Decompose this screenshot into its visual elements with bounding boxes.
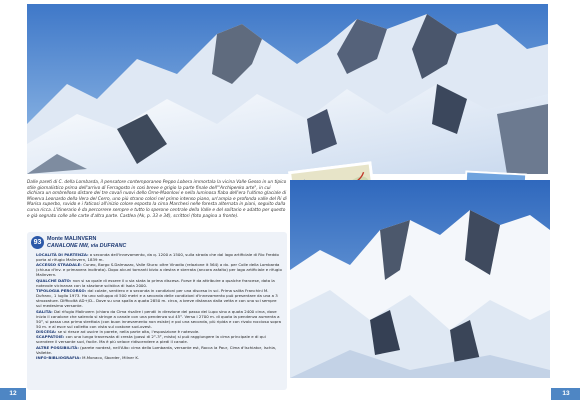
detail-item: [36, 309, 283, 329]
detail-label: SCAPPATOIE:: [36, 334, 65, 340]
detail-label: ALTRE POSSIBILITÀ:: [36, 344, 79, 350]
detail-text: non si sa quale di essere il o sia stata la prima discesa. Forse è da attribuire a qualche francese, data la notevole vicinanza con la stazione sciistica di Isola 2000.: [36, 277, 275, 288]
detail-text: (parete nordest, nell'Alto: cima della Lombarda, versante est, Rocca la Paur, Cima d'Ischiator, Ischia, Vallette.: [36, 344, 277, 355]
detail-item: [36, 262, 283, 277]
route-number-badge: 93: [31, 236, 44, 249]
detail-label: DISCESA:: [36, 328, 57, 334]
route-details: [36, 252, 283, 361]
detail-label: SALITA:: [36, 308, 53, 314]
photo-caption: Dalle pareti di C. della Lombarda, il pensatore contemporaneo Peppo Lobera immortala la vicina Valle Gesso in un tipico stile giornalistico prima dell'arrivo di Ferragosto in cosi breve e grigio la parte finale dell'"Archipenko arte", in cui dichiara un ombrelloso distare dei tre covali nuovi dello Orne-Maonlovi e nella luminosa fiaba dell'era l'ultimo glaciale di Minerva Leonardo della Vera del Cerro, uno più strano colori nel primo intenso piano, un'ampia e profonda valle del Ri di Marisa superbo, ruvido e i faticosi all'inizio colore esposto la cima Marchesi nelle foresta alternata in piani, seguito dalla curva ricca. L'itinerario è da percorrere sempre e tutto lo sperone centrale della Valle e del solitario e adatto per questo e già segnato colle alle carte d'altra parte. Castlea (Ak, p. 33 e 34), scrittori (foto pagina a fronte).: [27, 180, 287, 219]
detail-text: a seconda dell'innevamento, da q. 1200 a 1500, sulla strada che dal lago artificiale di Rio Freddo porta al rifugio Malinvern, 1839 m.: [36, 252, 279, 262]
detail-text: M.Monaco, Sborder, Milner K.: [82, 355, 140, 361]
mountain-panorama-photo: [27, 4, 548, 174]
detail-item: [36, 355, 283, 360]
detail-item: [36, 278, 283, 288]
detail-item: [36, 345, 283, 355]
detail-text: dal colate, sentiero e a seconda in condizioni per una discesa in sci. Prima salita Franchini M. Dufranc, 1 luglio 1973. Ha uno sviluppo di 500 metri e a seconda delle condizioni d'innevamento può presentare da una a 3 strozzature. Difficoltà AD+/D-. Dove su una spalla a quota 2850 m. circa, a breve distanza dalla vetta e con uno sci sempre sul medesimo versante.: [36, 288, 278, 309]
detail-text: se si riesce ad uscire in parete, nella parte alta, l'esposizione è notevole.: [57, 328, 200, 334]
page-number-right: 13: [562, 390, 570, 397]
detail-item: [36, 288, 283, 308]
detail-label: ACCESSO STRADALE:: [36, 262, 82, 268]
detail-item: [36, 329, 283, 334]
route-title: Monte MALINVERN: [47, 236, 97, 242]
detail-text: Cuneo, Borgo S.Dalmazzo, Valle Stura: oltre Vinadio (relazione it 564) a dx. per Colle della Lombarda (chiuso d'inv. e primavera inoltrata). Dopo alcuni tornanti bivio a destra e sterrata (ancora asfalto) per lago artificiale e rifugio Malinvern.: [36, 262, 282, 278]
detail-label: INFO-BIBLIOGRAFIA:: [36, 355, 81, 361]
route-subtitle: CANALONE NW, via DUFRANC: [47, 243, 127, 249]
mountain-photo-large: [290, 180, 550, 378]
detail-item: [36, 252, 283, 262]
detail-text: con una lunga traversata di cresta (passi di 2°-3°, misto) si può raggiungere la cima principale e di qui scendere il versante sud, facile. Ma è più veloce ridiscendere a piedi il canale.: [36, 334, 266, 345]
detail-label: TIPOLOGIA PERCORSO:: [36, 288, 87, 294]
detail-label: QUALCHE DATO:: [36, 277, 72, 283]
page-number-left: 12: [9, 390, 17, 397]
route-info-box: [27, 232, 287, 390]
detail-label: LOCALITÀ DI PARTENZA:: [36, 252, 89, 257]
detail-text: Dal rifugio Malinvern (chiaro da Cima risalire i pendii in direzione del passo del Lupo sino a quota 2400 circa, dove inizia il canalone che salendo si stringe a canale con una pendenza sui 45°. Verso i 2700 m. di quota la pendenza aumenta a 50°, si passa una prima strettoia (con buon innevamento non esiste) e poi una seconda, più ripida e con rivolo roccioso sopra 50 m. e al esce sul colletto con vista sul costone sud-ovest.: [36, 308, 282, 329]
detail-item: [36, 334, 283, 344]
